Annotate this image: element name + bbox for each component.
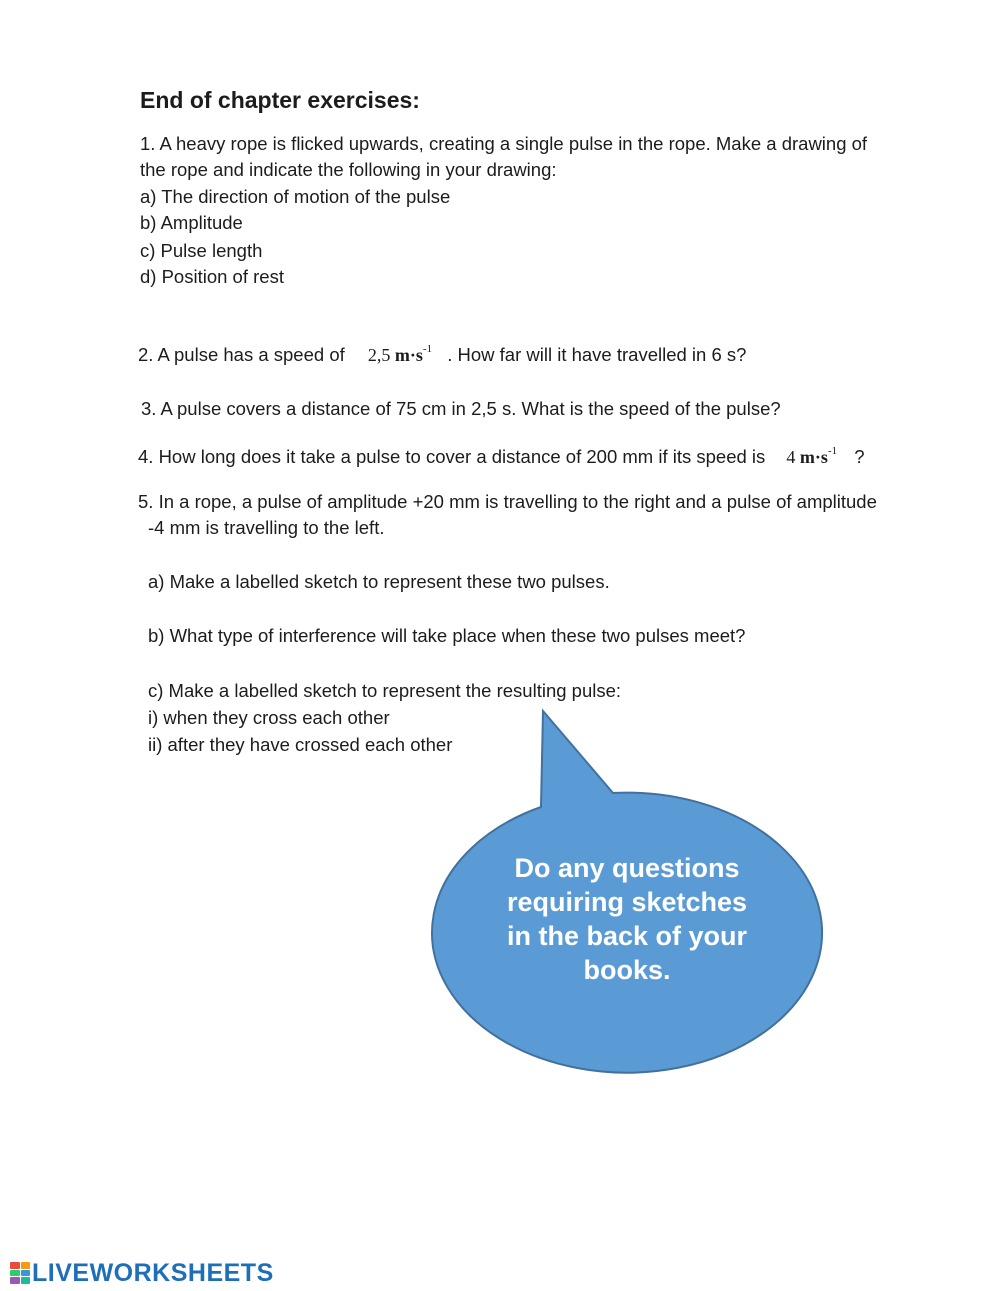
q4-speed: 4 $m\cdot s^{-1}$ [786,445,838,467]
q1-item-b: b) Amplitude [140,212,243,233]
liveworksheets-logo [10,1260,274,1286]
brand-name: LIVEWORKSHEETS [32,1258,274,1287]
q1-item-d: d) Position of rest [140,266,284,287]
q5-item-c: c) Make a labelled sketch to represent the resulting pulse: [148,680,622,701]
q1-item-a: a) The direction of motion of the pulse [140,186,451,207]
q5-line1: 5. In a rope, a pulse of amplitude +20 mm is travelling to the right and a pulse of amplitude [138,491,877,512]
question-3: 3. A pulse covers a distance of 75 cm in 2,5 s. What is the speed of the pulse? [141,398,781,419]
liveworksheets-icon [10,1262,30,1284]
q1-line1: 1. A heavy rope is flicked upwards, creating a single pulse in the rope. Make a drawing of [140,133,868,154]
q2-suffix: . How far will it have travelled in 6 s? [447,344,747,365]
q2-speed: 2,5 $m\cdot s^{-1}$ [367,343,433,365]
q1-line2: the rope and indicate the following in your drawing: [140,159,557,180]
q5-item-a: a) Make a labelled sketch to represent these two pulses. [148,571,610,592]
page-title: End of chapter exercises: [140,87,420,113]
q5-item-c-ii: ii) after they have crossed each other [148,734,453,755]
q5-item-c-i: i) when they cross each other [148,707,390,728]
q5-line2: -4 mm is travelling to the left. [148,517,385,538]
q4-suffix: ? [854,446,865,467]
speech-bubble-text: Do any questions requiring sketches in the back of your books. [506,853,748,985]
q2-prefix: 2. A pulse has a speed of [138,344,345,365]
q4-prefix: 4. How long does it take a pulse to cover a distance of 200 mm if its speed is [138,446,766,467]
q5-item-b: b) What type of interference will take place when these two pulses meet? [148,625,746,646]
q1-item-c: c) Pulse length [140,240,263,261]
